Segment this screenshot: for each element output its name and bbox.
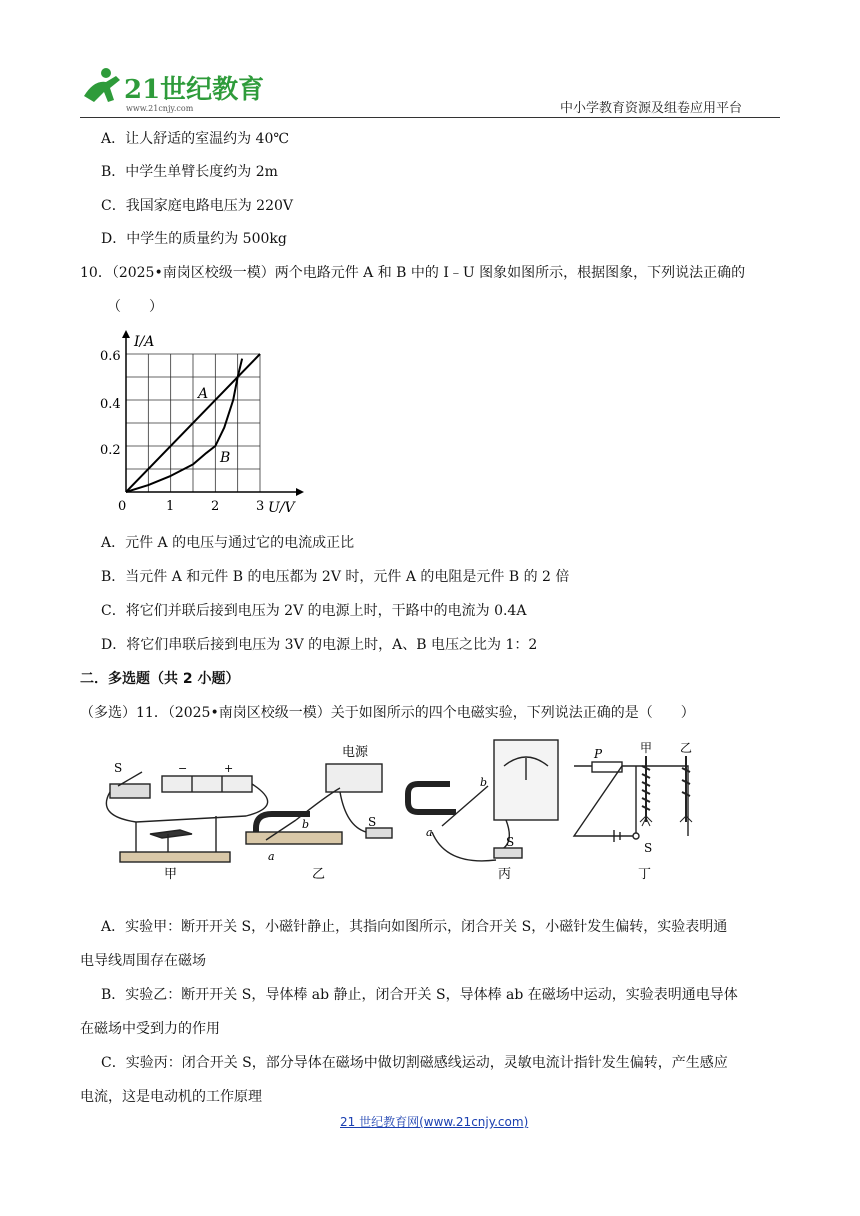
- experiments-figure: [96, 736, 736, 882]
- q11-option-c-line1: C．实验丙：闭合开关 S，部分导体在磁场中做切割磁感线运动，灵敏电流计指针发生偏转，产生感应: [101, 1055, 728, 1071]
- section-title: 二．多选题（共 2 小题）: [80, 671, 240, 687]
- bing-rod: [442, 786, 488, 826]
- experiment-bing: [408, 740, 558, 861]
- y-tick-02: 0.2: [100, 443, 121, 458]
- q11-stem: （多选）11．（2025•南岗区校级一模）关于如图所示的四个电磁实验，下列说法正确的是（ ）: [80, 705, 695, 721]
- series-a-label: A: [198, 386, 209, 402]
- wooden-board: [120, 852, 230, 862]
- x-tick-3: 3: [256, 499, 265, 514]
- q10-option-c: C．将它们并联后接到电压为 2V 的电源上时，干路中的电流为 0.4A: [101, 603, 527, 619]
- bing-magnet-icon: [408, 784, 456, 812]
- q9-option-d: D．中学生的质量约为 500kg: [101, 231, 287, 247]
- y-axis-arrow: [122, 330, 130, 338]
- footer-link[interactable]: 21 世纪教育网(www.21cnjy.com): [340, 1115, 529, 1129]
- bing-label: 丙: [498, 867, 512, 882]
- q11-option-a-line2: 电导线周围存在磁场: [80, 953, 206, 969]
- yi-b-label: b: [302, 818, 310, 831]
- experiment-ding: [574, 756, 692, 842]
- origin-label: 0: [118, 499, 127, 514]
- y-tick-04: 0.4: [100, 397, 121, 412]
- ding-p-label: P: [594, 747, 603, 761]
- y-axis-label: I/A: [134, 334, 155, 350]
- q9-option-b: B．中学生单臂长度约为 2m: [101, 164, 278, 180]
- graph-axes: [122, 330, 304, 496]
- rheostat: [592, 762, 622, 772]
- yi-switch-label: S: [368, 815, 377, 829]
- ding-yi-label: 乙: [680, 741, 693, 755]
- q11-option-b-line2: 在磁场中受到力的作用: [80, 1021, 220, 1037]
- ding-switch: [633, 833, 639, 839]
- jia-plus-label: +: [224, 762, 234, 775]
- ding-label: 丁: [638, 867, 652, 882]
- ding-jia-label: 甲: [640, 741, 653, 755]
- ding-switch-label: S: [644, 841, 653, 855]
- q10-stem: 10．（2025•南岗区校级一模）两个电路元件 A 和 B 中的 I﹣U 图象如图所示，根据图象，下列说法正确的: [80, 265, 746, 281]
- iu-graph: [96, 328, 306, 518]
- yi-a-label: a: [268, 850, 275, 863]
- logo-url: www.21cnjy.com: [126, 104, 194, 113]
- x-axis-arrow: [296, 488, 304, 496]
- runner-icon: [84, 68, 120, 102]
- bing-switch: [494, 848, 522, 858]
- q11-option-c-line2: 电流，这是电动机的工作原理: [80, 1089, 262, 1105]
- bing-b-label: b: [480, 776, 488, 789]
- q10-option-d: D．将它们串联后接到电压为 3V 的电源上时，A、B 电压之比为 1：2: [101, 637, 538, 653]
- jia-switch-label: S: [114, 761, 123, 775]
- x-axis-label: U/V: [268, 500, 295, 516]
- yi-switch: [366, 828, 392, 838]
- compass-needle-icon: [150, 830, 192, 838]
- header-tagline: 中小学教育资源及组卷应用平台: [560, 101, 743, 116]
- header-divider: [80, 117, 780, 118]
- switch-base: [110, 784, 150, 798]
- site-logo: [80, 66, 265, 114]
- q10-option-a: A．元件 A 的电压与通过它的电流成正比: [101, 535, 355, 551]
- power-label: 电源: [342, 745, 369, 760]
- power-supply-box: [326, 764, 382, 792]
- jia-label: 甲: [164, 867, 178, 882]
- x-tick-1: 1: [166, 499, 175, 514]
- series-b-label: B: [220, 450, 231, 466]
- yi-label: 乙: [312, 867, 326, 882]
- series-b-line: [126, 359, 242, 492]
- q9-option-c: C．我国家庭电路电压为 220V: [101, 198, 293, 214]
- experiment-jia: [106, 772, 267, 862]
- ding-circuit: [574, 766, 688, 836]
- q10-answer-paren: （ ）: [107, 299, 163, 315]
- x-tick-2: 2: [211, 499, 220, 514]
- bing-switch-label: S: [506, 835, 515, 849]
- jia-minus-label: −: [178, 762, 188, 775]
- q10-option-b: B．当元件 A 和元件 B 的电压都为 2V 时，元件 A 的电阻是元件 B 的 2 倍: [101, 569, 570, 585]
- q11-option-b-line1: B．实验乙：断开开关 S，导体棒 ab 静止，闭合开关 S，导体棒 ab 在磁场中运动，实验表明通电导体: [101, 987, 738, 1003]
- logo-text: 21世纪教育: [124, 75, 265, 105]
- q9-option-a: A．让人舒适的室温约为 40℃: [101, 131, 290, 147]
- bing-a-label: a: [426, 826, 433, 839]
- q11-option-a-line1: A．实验甲：断开开关 S，小磁针静止，其指向如图所示，闭合开关 S，小磁针发生偏转，实验表明通: [101, 919, 728, 935]
- y-tick-06: 0.6: [100, 349, 121, 364]
- yi-base: [246, 832, 342, 844]
- battery-box: [162, 776, 252, 792]
